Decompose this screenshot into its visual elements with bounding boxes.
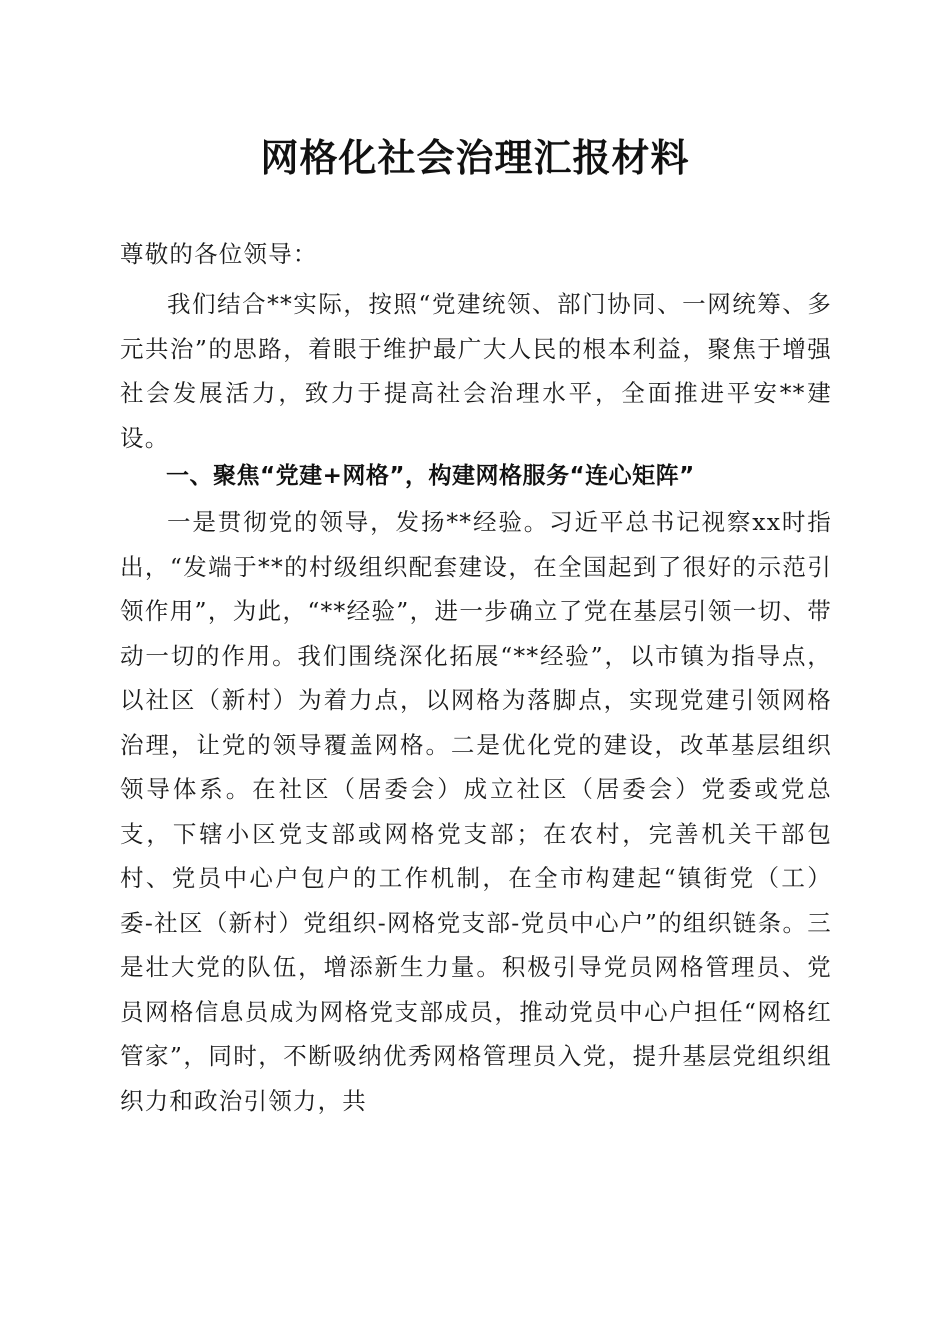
section-1-heading: 一、聚焦“党建+网格”，构建网格服务“连心矩阵”	[166, 463, 695, 489]
document-title: 网格化社会治理汇报材料	[260, 135, 690, 180]
section-1-paragraph: 一是贯彻党的领导，发扬**经验。习近平总书记视察xx时指出，“发端于**的村级组织配套建设，在全国起到了很好的示范引领作用”，为此，“**经验”，进一步确立了党在基层引领一切、带动一切的作用。我们围绕深化拓展“**经验”，以市镇为指导点，以社区（新村）为着力点，以网格为落脚点，实现党建引领网格治理，让党的领导覆盖网格。二是优化党的建设，改革基层组织领导体系。在社区（居委会）成立社区（居委会）党委或党总支，下辖小区党支部或网格党支部；在农村，完善机关干部包村、党员中心户包户的工作机制，在全市构建起“镇街党（工）委-社区（新村）党组织-网格党支部-党员中心户”的组织链条。三是壮大党的队伍，增添新生力量。积极引导党员网格管理员、党员网格信息员成为网格党支部成员，推动党员中心户担任“网格红管家”，同时，不断吸纳优秀网格管理员入党，提升基层党组织组织力和政治引领力，共	[120, 508, 832, 1115]
intro-paragraph: 我们结合**实际，按照“党建统领、部门协同、一网统筹、多元共治”的思路，着眼于维护最广大人民的根本利益，聚焦于增强社会发展活力，致力于提高社会治理水平，全面推进平安**建设。	[120, 290, 832, 452]
salutation: 尊敬的各位领导：	[120, 240, 318, 268]
